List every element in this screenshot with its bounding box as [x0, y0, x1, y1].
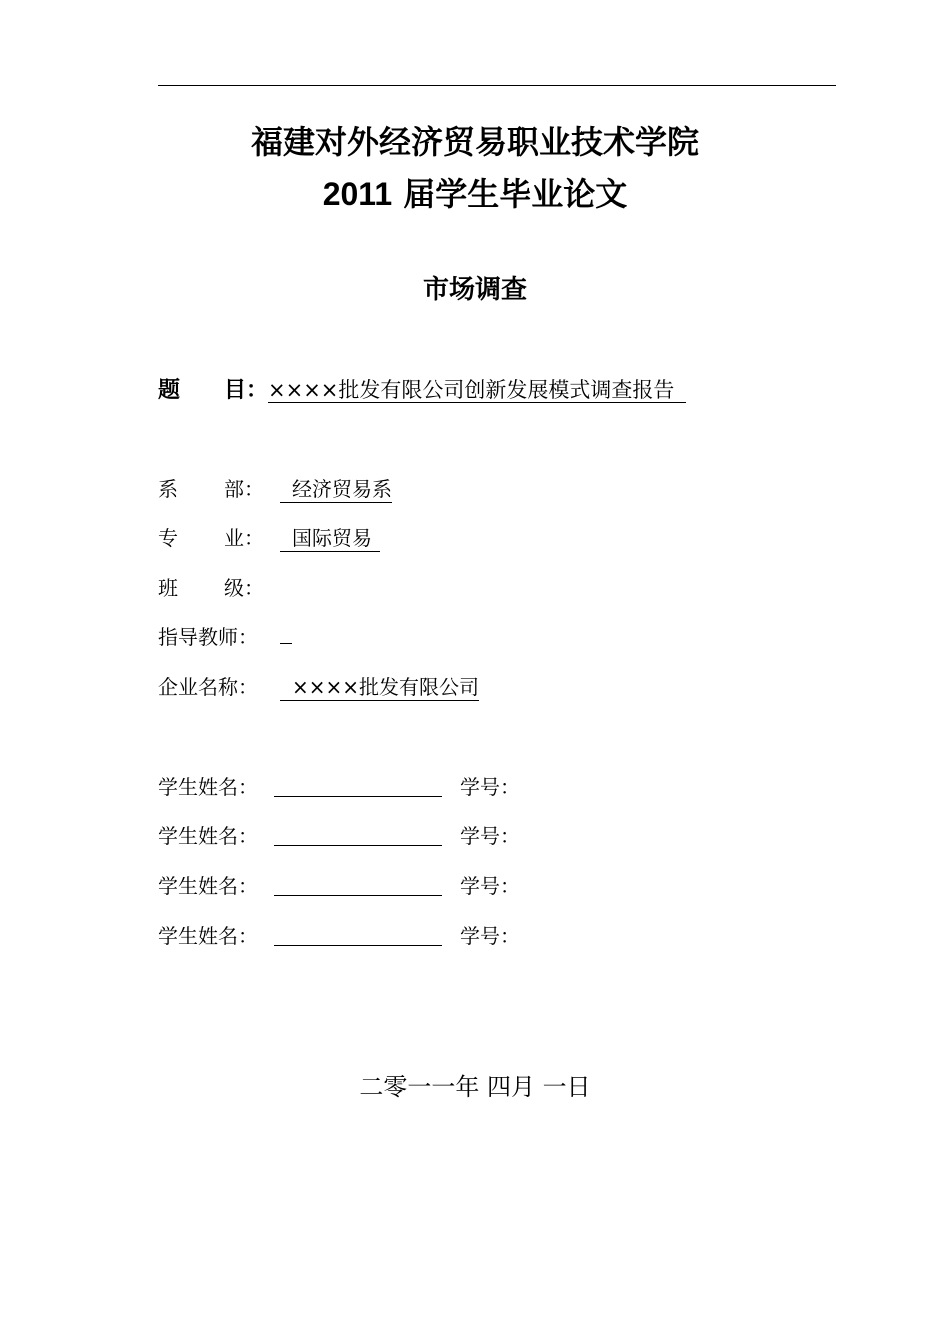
student-name-blank: [274, 921, 442, 946]
major-label: [158, 523, 280, 553]
submission-date: 二零一一年 四月 一日: [359, 1073, 591, 1101]
thesis-year: 2011: [322, 176, 393, 212]
department-label-a: 系: [158, 477, 178, 501]
student-row: [158, 871, 520, 901]
thesis-category: 市场调查: [422, 275, 527, 305]
student-name-label: 学生姓名：: [158, 824, 258, 848]
topic-label-b: 目：: [224, 378, 269, 403]
class-label-b: 级：: [224, 576, 264, 600]
student-row: [158, 921, 520, 951]
company-value: ××××批发有限公司: [280, 674, 479, 701]
thesis-title-text: 届学生毕业论文: [403, 175, 628, 213]
class-row: [158, 573, 280, 603]
advisor-row: [158, 622, 292, 652]
class-label: [158, 573, 280, 603]
major-value: 国际贸易: [280, 525, 380, 552]
top-rule: [158, 85, 836, 86]
student-name-label: 学生姓名：: [158, 924, 258, 948]
advisor-label: 指导教师：: [158, 625, 258, 649]
department-label: [158, 474, 280, 504]
student-id-label: 学号：: [460, 874, 520, 898]
student-name-label: 学生姓名：: [158, 775, 258, 799]
topic-label-a: 题: [158, 378, 181, 403]
student-name-label: 学生姓名：: [158, 874, 258, 898]
topic-value: ××××批发有限公司创新发展模式调查报告: [268, 378, 686, 403]
student-name-blank: [274, 772, 442, 797]
student-name-blank: [274, 871, 442, 896]
school-title: 福建对外经济贸易职业技术学院: [250, 123, 699, 161]
student-name-blank: [274, 821, 442, 846]
company-row: [158, 672, 479, 702]
department-label-b: 部：: [224, 477, 264, 501]
student-id-label: 学号：: [460, 775, 520, 799]
advisor-value: [280, 643, 292, 644]
company-label: 企业名称：: [158, 675, 258, 699]
student-row: [158, 821, 520, 851]
major-label-b: 业：: [224, 526, 264, 550]
thesis-title: [0, 170, 950, 218]
major-label-a: 专: [158, 526, 178, 550]
department-value: 经济贸易系: [280, 476, 392, 503]
class-label-a: 班: [158, 576, 178, 600]
student-id-label: 学号：: [460, 924, 520, 948]
department-row: [158, 474, 392, 504]
student-id-label: 学号：: [460, 824, 520, 848]
major-row: [158, 523, 380, 553]
topic-row: [158, 374, 686, 406]
student-row: [158, 772, 520, 802]
